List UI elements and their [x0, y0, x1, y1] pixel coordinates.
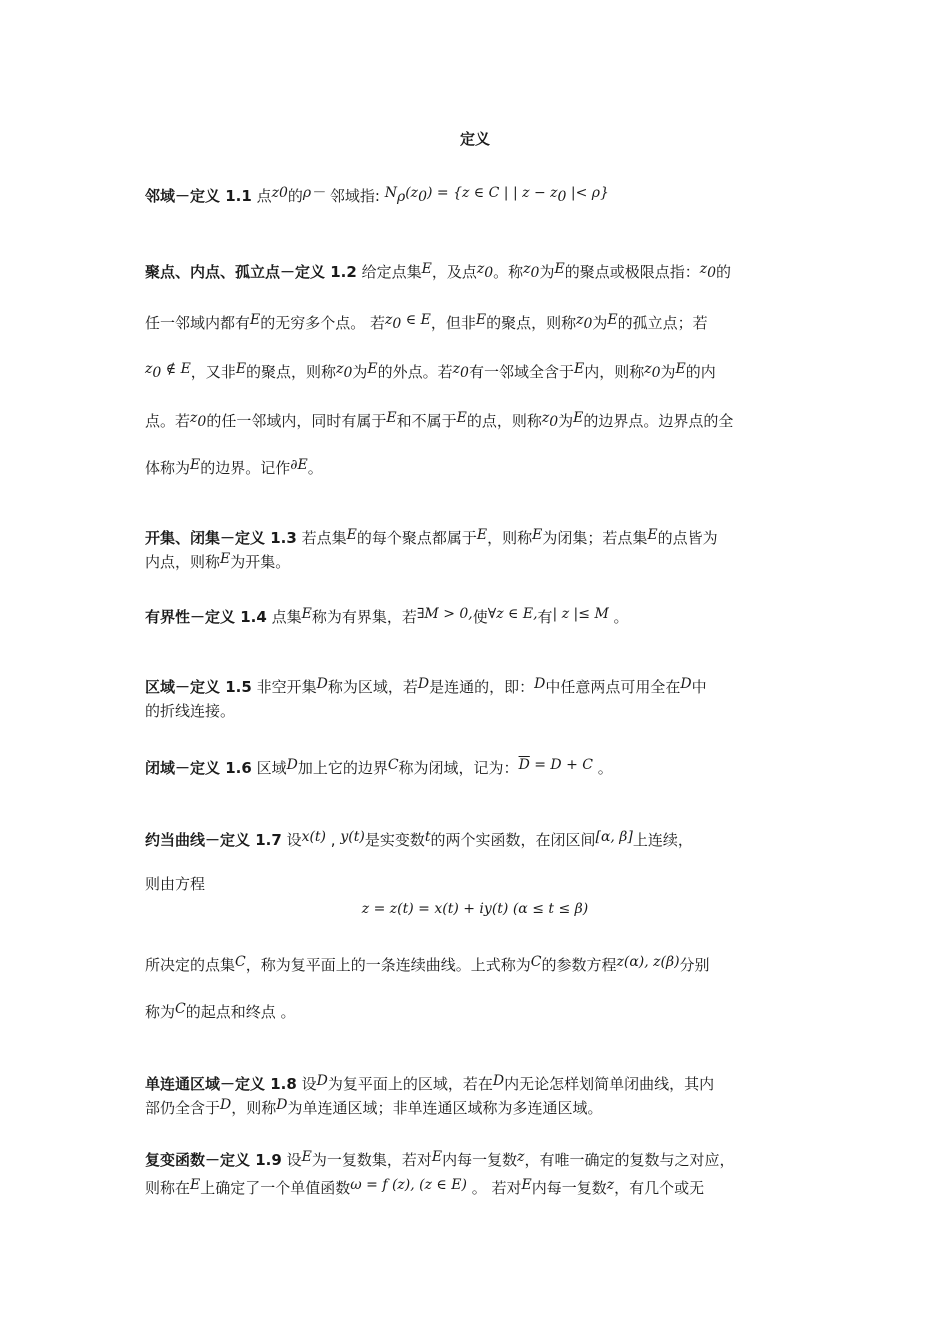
definition-heading: 开集、闭集－定义 1.3 [145, 529, 297, 547]
math-expression: E [532, 527, 543, 543]
math-expression: D [316, 1073, 328, 1089]
math-expression: z [644, 361, 652, 377]
text-line [145, 552, 825, 573]
text-segment: 内，则称 [584, 363, 645, 381]
math-expression: E [607, 312, 618, 328]
text-segment: 为 [592, 314, 608, 332]
text-line [145, 1178, 825, 1199]
math-expression: D [492, 1073, 505, 1089]
text-segment: 点集 [266, 608, 302, 626]
text-segment: 为一复数集，若对 [311, 1151, 432, 1169]
text-segment: 内每一复数 [531, 1179, 607, 1197]
text-segment: 的点皆为 [657, 529, 718, 547]
text-segment: ，又非 [190, 363, 236, 381]
math-expression: E [675, 361, 686, 377]
math-expression: ∈ E [401, 312, 431, 328]
math-expression: 0 [197, 414, 207, 430]
math-expression: E [573, 361, 585, 377]
text-segment: 的折线连接。 [145, 702, 236, 720]
text-segment: ，则称 [487, 529, 533, 547]
text-segment: 部仍全含于 [145, 1099, 221, 1117]
math-expression: D [220, 1097, 232, 1113]
text-segment: 为 [539, 263, 555, 281]
text-line [145, 186, 825, 207]
math-expression: 0 [278, 185, 288, 201]
text-segment: 的两个实函数，在闭区间 [430, 831, 596, 849]
math-expression: 0 [152, 365, 162, 381]
text-segment: 称为闭域，记为： [398, 759, 519, 777]
math-expression: z [541, 410, 550, 426]
math-expression: y(t) [340, 829, 365, 845]
math-expression: 0 [557, 189, 567, 205]
text-line [145, 701, 825, 721]
math-expression: E [386, 410, 397, 426]
text-line [145, 262, 825, 283]
text-segment: 和不属于 [396, 412, 457, 430]
text-segment: 。 [608, 608, 629, 626]
math-expression: C [235, 954, 246, 970]
math-expression: |< ρ} [566, 185, 609, 201]
math-expression: z [576, 312, 584, 328]
text-line [145, 362, 825, 383]
text-segment: 为单连通区域；非单连通区域称为多连通区域。 [287, 1099, 603, 1117]
text-segment: 为开集。 [230, 553, 291, 571]
math-expression: C [387, 757, 399, 773]
definition-heading: 复变函数－定义 1.9 [145, 1151, 282, 1169]
text-segment: 的 [716, 263, 732, 281]
math-expression: ∉ E [161, 361, 191, 377]
text-segment: 的点，则称 [466, 412, 542, 430]
math-expression: z [517, 1149, 525, 1165]
page-title: 定义 [459, 130, 490, 148]
text-segment: 上确定了一个单值函数 [200, 1179, 351, 1197]
text-line [145, 830, 825, 851]
text-segment: 。 [593, 759, 613, 777]
math-expression: z [476, 261, 485, 277]
text-segment: 的边界。记作 [200, 459, 291, 477]
text-line [145, 528, 825, 549]
text-line [145, 874, 825, 894]
text-line [145, 758, 825, 779]
text-segment: 设 [281, 831, 302, 849]
text-segment: 的每个聚点都属于 [356, 529, 477, 547]
text-segment: 称为区域，若 [327, 678, 418, 696]
math-expression: z [336, 361, 344, 377]
text-segment: 为 [660, 363, 676, 381]
text-segment: 则由方程 [145, 875, 206, 893]
math-expression: z = z(t) = x(t) + iy(t) (α ≤ t ≤ β) [361, 901, 589, 917]
math-expression: D [276, 1097, 288, 1113]
math-expression: E [421, 261, 432, 277]
math-expression: ∂E [290, 457, 308, 473]
math-expression: ∀z ∈ E, [487, 606, 538, 622]
text-segment: 内每一复数 [442, 1151, 518, 1169]
math-expression: [α, β] [595, 829, 633, 845]
math-expression: z(α), z(β) [616, 954, 680, 970]
definition-heading: 约当曲线－定义 1.7 [145, 831, 282, 849]
math-expression: E [220, 551, 231, 567]
text-segment: 的无穷多个点。 若 [260, 314, 386, 332]
text-line [145, 1150, 825, 1171]
text-segment: 加上它的边界 [297, 759, 388, 777]
text-segment: 为 [352, 363, 368, 381]
math-expression: E [190, 457, 201, 473]
math-expression: E [367, 361, 378, 377]
text-segment: 体称为 [145, 459, 191, 477]
text-line [145, 313, 825, 334]
text-segment: 使 [472, 608, 488, 626]
text-segment: ，有唯一确定的复数与之对应， [524, 1151, 735, 1169]
definition-heading: 区域－定义 1.5 [145, 678, 252, 696]
text-segment: ，及点 [431, 263, 477, 281]
math-expression: E [647, 527, 658, 543]
math-expression: 0 [530, 265, 540, 281]
math-expression: ω = f (z), (z ∈ E) [350, 1177, 467, 1193]
math-expression: z [523, 261, 531, 277]
text-segment: ，称为复平面上的一条连续曲线。上式称为 [245, 956, 531, 974]
math-expression: E [573, 410, 584, 426]
text-segment: 的外点。若 [377, 363, 453, 381]
definition-heading: 邻域－定义 1.1 [145, 187, 252, 205]
text-segment: 是连通的，即： [429, 678, 535, 696]
text-segment: 邻域指: [325, 187, 385, 205]
math-expression: 0 [583, 316, 593, 332]
math-expression: ρ [396, 189, 406, 205]
text-line [145, 955, 825, 976]
math-expression: | z |≤ M [552, 606, 609, 622]
text-segment: 中 [691, 678, 707, 696]
text-segment: 则称在 [145, 1179, 191, 1197]
text-segment: 给定点集 [356, 263, 422, 281]
text-segment: 的聚点，则称 [486, 314, 577, 332]
text-segment: 若点集 [296, 529, 347, 547]
math-expression: z [385, 312, 393, 328]
text-line [145, 1098, 825, 1119]
text-line [145, 607, 825, 628]
math-expression: D [534, 676, 546, 692]
math-expression: (z [405, 185, 419, 201]
text-segment: , [326, 831, 341, 849]
math-expression: $\overline{D}$ [518, 757, 530, 773]
math-expression: 0 [484, 265, 494, 281]
text-line [145, 458, 825, 479]
text-line [145, 677, 825, 698]
math-expression: 0 [343, 365, 353, 381]
math-expression: E [301, 606, 312, 622]
math-expression: t [424, 829, 431, 845]
text-segment: 设 [281, 1151, 302, 1169]
text-segment: 为复平面上的区域，若在 [327, 1075, 493, 1093]
text-line [145, 1002, 825, 1023]
text-segment: 。 若对 [466, 1179, 522, 1197]
math-expression: ρ－ [302, 185, 326, 201]
text-segment: 分别 [679, 956, 710, 974]
text-segment: 为 [558, 412, 574, 430]
math-expression: 0 [651, 365, 661, 381]
text-segment: 点 [251, 187, 272, 205]
text-segment: 的任一邻域内，同时有属于 [206, 412, 387, 430]
math-expression: E [475, 312, 487, 328]
math-expression: z [190, 410, 198, 426]
text-segment: ，但非 [430, 314, 476, 332]
text-segment: 有一邻域全含于 [468, 363, 574, 381]
math-expression: z [452, 361, 461, 377]
math-expression: E [190, 1177, 201, 1193]
math-expression: E [476, 527, 488, 543]
text-segment: 内点，则称 [145, 553, 221, 571]
text-segment: 上连续， [632, 831, 693, 849]
math-expression: N [384, 185, 397, 201]
definition-heading: 聚点、内点、孤立点－定义 1.2 [145, 263, 357, 281]
math-expression: 0 [707, 265, 717, 281]
definition-heading: 有界性－定义 1.4 [145, 608, 267, 626]
math-expression: E [301, 1149, 312, 1165]
math-expression: 0 [418, 189, 427, 205]
math-expression: E [431, 1149, 443, 1165]
text-segment: 内无论怎样划简单闭曲线，其内 [504, 1075, 715, 1093]
text-segment: 是实变数 [364, 831, 425, 849]
math-expression: E [521, 1177, 532, 1193]
math-expression: x(t) [301, 829, 327, 845]
math-expression: E [235, 361, 247, 377]
math-expression: ) = {z ∈ C | | z − z [426, 185, 558, 201]
text-segment: 的边界点。边界点的全 [583, 412, 734, 430]
text-segment: 的参数方程 [541, 956, 617, 974]
math-expression: z [145, 361, 153, 377]
text-segment: ，则称 [231, 1099, 277, 1117]
text-segment: 。 [307, 459, 323, 477]
definition-heading: 闭域－定义 1.6 [145, 759, 252, 777]
text-segment: 的起点和终点 。 [185, 1003, 296, 1021]
math-expression: E [554, 261, 565, 277]
text-segment: 有 [537, 608, 553, 626]
text-segment: 非空开集 [251, 678, 317, 696]
math-expression: E [456, 410, 467, 426]
math-expression: 0 [549, 414, 559, 430]
math-expression: ∃M > 0, [416, 606, 473, 622]
text-line [145, 411, 825, 432]
text-segment: ，有几个或无 [614, 1179, 705, 1197]
math-expression: C [530, 954, 542, 970]
text-segment: 所决定的点集 [145, 956, 236, 974]
math-expression: D [417, 676, 430, 692]
math-expression: 0 [460, 365, 469, 381]
text-line [145, 898, 805, 919]
definition-heading: 单连通区域－定义 1.8 [145, 1075, 297, 1093]
text-line [145, 1074, 825, 1095]
math-expression: z [699, 261, 708, 277]
math-expression: D [680, 676, 692, 692]
text-segment: 的 [287, 187, 303, 205]
text-segment: 。称 [493, 263, 524, 281]
math-expression: E [346, 527, 357, 543]
text-segment: 中任意两点可用全在 [545, 678, 681, 696]
text-segment: 区域 [251, 759, 287, 777]
math-expression: D [286, 757, 298, 773]
text-segment: 设 [296, 1075, 317, 1093]
text-segment: 为闭集；若点集 [542, 529, 648, 547]
text-segment: 点。若 [145, 412, 191, 430]
math-expression: D [316, 676, 328, 692]
math-expression: C [175, 1001, 186, 1017]
math-expression: = D + C [529, 757, 593, 773]
text-segment: 任一邻域内都有 [145, 314, 251, 332]
math-expression: z [606, 1177, 615, 1193]
math-expression: E [250, 312, 261, 328]
text-segment: 称为 [145, 1003, 176, 1021]
math-expression: z [271, 185, 279, 201]
text-segment: 的聚点，则称 [246, 363, 337, 381]
text-segment: 的聚点或极限点指： [564, 263, 700, 281]
text-segment: 的内 [685, 363, 716, 381]
math-expression: 0 [392, 316, 402, 332]
text-segment: 的孤立点；若 [617, 314, 708, 332]
text-segment: 称为有界集，若 [311, 608, 417, 626]
